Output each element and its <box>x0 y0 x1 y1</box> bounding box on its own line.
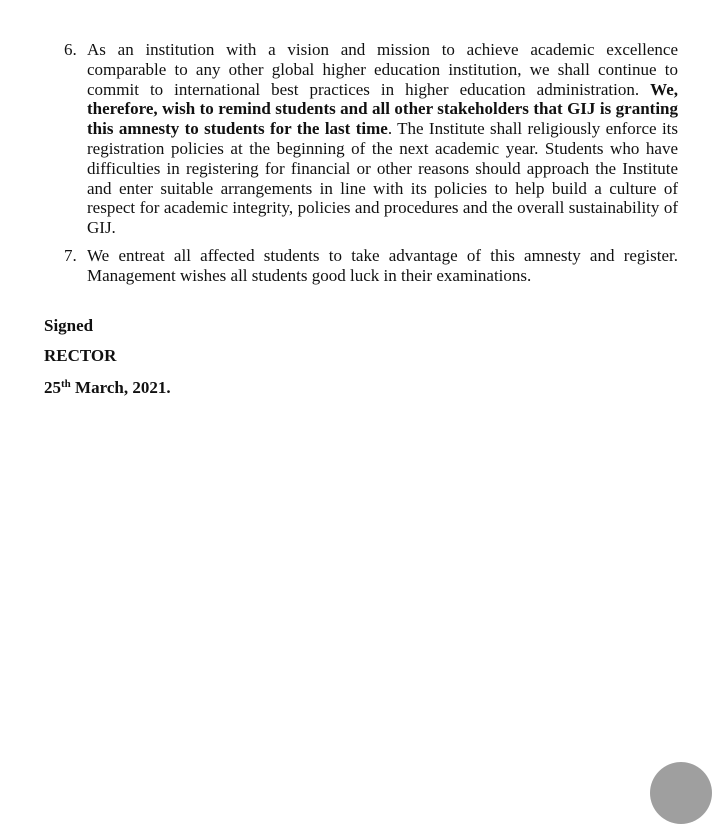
floating-action-button[interactable] <box>650 762 712 824</box>
item-bold-text: We, therefore, wish to remind students and all other stakeholders that GIJ is granting this amnesty to students for the last time <box>87 79 678 139</box>
item-number: 7. <box>64 246 77 265</box>
date-ordinal-suffix: th <box>61 378 71 390</box>
list-item-6 <box>64 40 678 238</box>
signed-label: Signed <box>44 316 94 335</box>
date-day: 25 <box>44 378 61 397</box>
item-text-start: As an institution with a vision and mission to achieve academic excellence comparable to any other global higher education institution, we shall continue to commit to international best practices in higher education administration. <box>87 40 678 99</box>
item-paragraph: We entreat all affected students to take advantage of this amnesty and register. Management wishes all students good luck in their examinations. <box>87 246 678 285</box>
item-number: 6. <box>64 40 77 59</box>
item-text-end: . The Institute shall religiously enforce its registration policies at the beginning of the next academic year. Students who have difficulties in registering for financial or other reasons should approach the Institute and enter suitable arrangements in line with its policies to help build a culture of respect for academic integrity, policies and procedures and the overall sustainability of GIJ. <box>87 119 678 238</box>
signature-date <box>44 378 171 398</box>
signatory-title: RECTOR <box>44 346 117 365</box>
item-paragraph <box>87 40 678 238</box>
date-month-year: March, 2021. <box>70 378 171 397</box>
list-item-7 <box>64 246 678 286</box>
